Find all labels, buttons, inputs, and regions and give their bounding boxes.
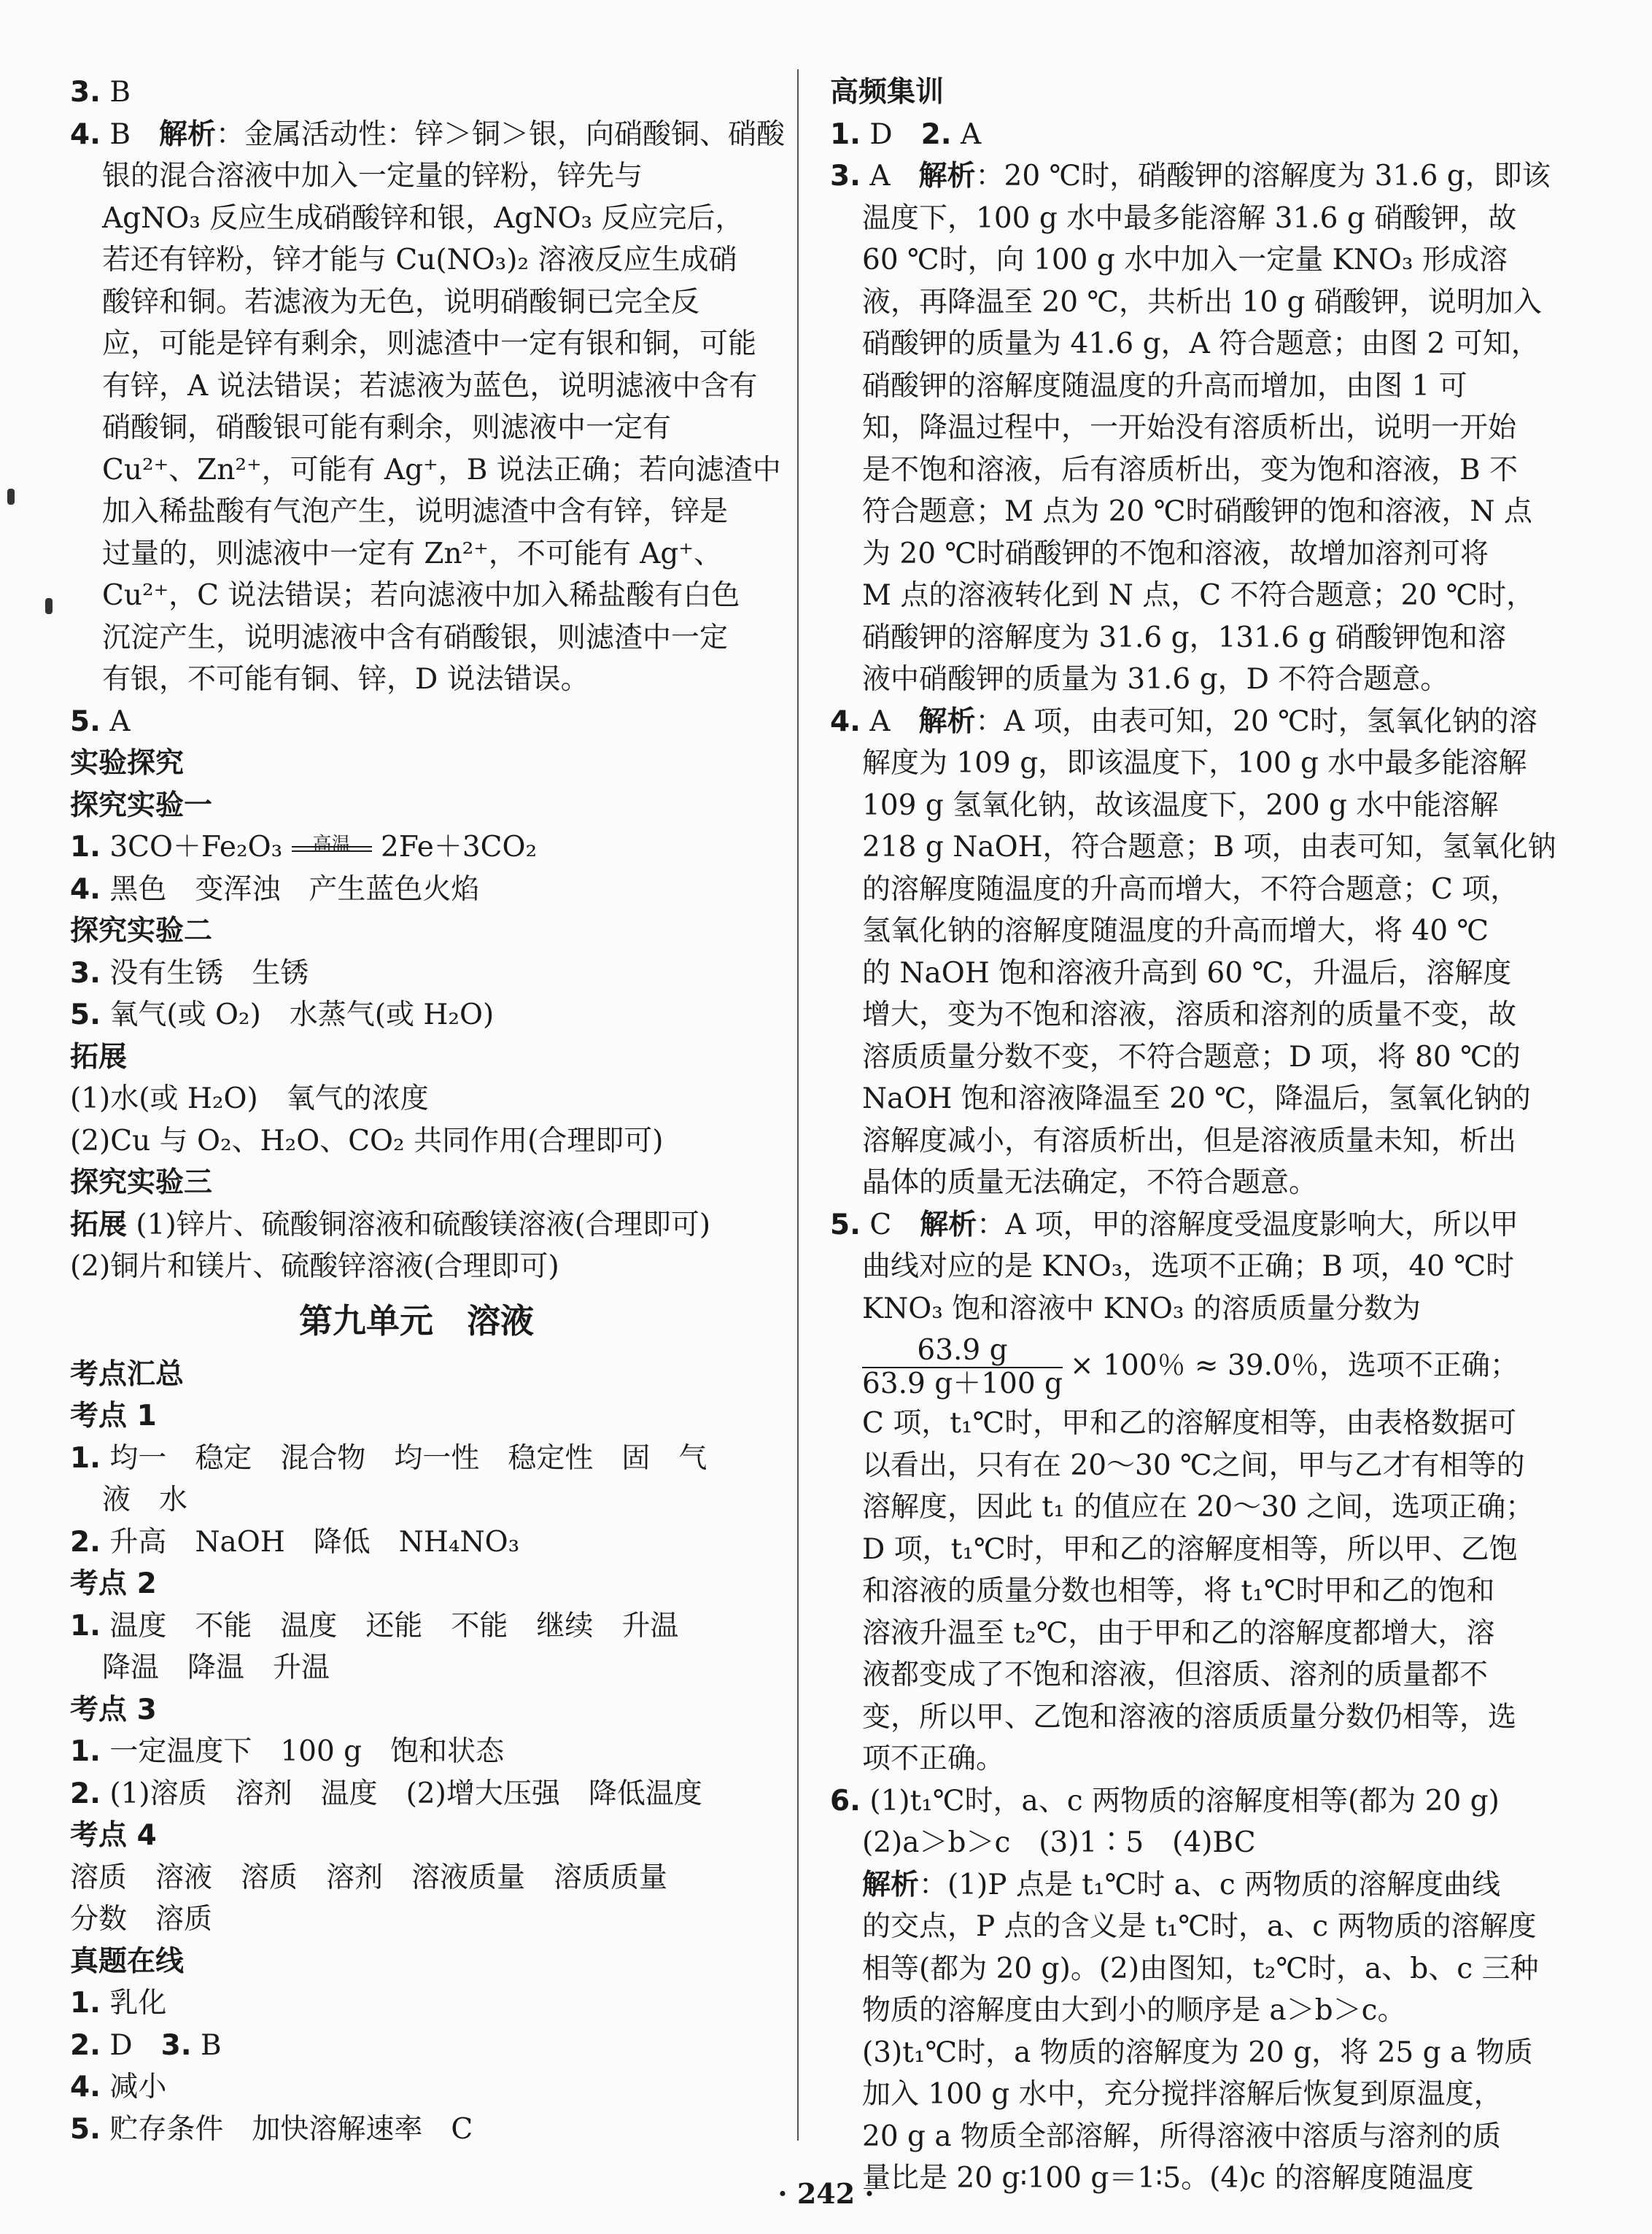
text-line — [70, 239, 763, 282]
text-run: 218 g NaOH，符合题意；B 项，由表可知，氢氧化钠 — [862, 831, 1556, 864]
text-line — [830, 1288, 1530, 1330]
text-run: 银的混合溶液中加入一定量的锌粉，锌先与 — [102, 160, 643, 193]
unit-title: 第九单元 溶液 — [299, 1300, 534, 1341]
label-bold: 5. — [830, 1208, 861, 1241]
text-line — [830, 1613, 1530, 1655]
text-run: A — [860, 705, 919, 738]
text-run: 和溶液的质量分数也相等，将 t₁℃时甲和乙的饱和 — [862, 1575, 1495, 1607]
text-line — [70, 198, 763, 240]
text-line — [830, 785, 1530, 827]
text-run: M 点的溶液转化到 N 点，C 不符合题意；20 ℃时， — [862, 579, 1535, 612]
text-line — [70, 491, 763, 533]
fraction-line — [830, 1330, 1530, 1403]
text-run: 应，可能是锌有剩余，则滤渣中一定有银和铜，可能 — [102, 327, 757, 360]
text-line — [70, 1479, 763, 1521]
text-run: 硝酸铜，硝酸银可能有剩余，则滤液中一定有 — [102, 411, 672, 444]
text-line — [830, 1990, 1530, 2032]
label-bold: 5. — [70, 998, 101, 1031]
label-bold: 解析 — [918, 160, 976, 193]
text-line — [830, 1078, 1530, 1120]
text-line — [830, 2116, 1530, 2158]
text-line — [830, 114, 1530, 156]
text-line — [70, 1773, 763, 1815]
text-run: 溶质 溶液 溶质 溶剂 溶液质量 溶质质量 — [70, 1861, 668, 1894]
text-run: 温度 不能 温度 还能 不能 继续 升温 — [100, 1609, 679, 1642]
text-run: 有锌，A 说法错误；若滤液为蓝色，说明滤液中含有 — [102, 369, 758, 403]
text-line — [70, 1438, 763, 1480]
right-column — [830, 71, 1556, 2200]
text-line — [830, 701, 1537, 743]
text-line — [70, 1857, 763, 1899]
text-run: ：(1)P 点是 t₁℃时 a、c 两物质的溶解度曲线 — [919, 1868, 1501, 1901]
text-run: 过量的，则滤液中一定有 Zn²⁺，不可能有 Ag⁺、 — [102, 537, 722, 570]
text-line — [70, 1982, 763, 2025]
label-bold: 4. — [70, 2071, 101, 2103]
text-run: D — [100, 2028, 161, 2062]
label-bold: 拓展 — [70, 1208, 128, 1241]
text-line — [70, 449, 781, 492]
text-run: 项不正确。 — [862, 1742, 1005, 1775]
label-bold: 4. — [70, 117, 101, 151]
text-run: ：A 项，由表可知，20 ℃时，氢氧化钠的溶 — [975, 705, 1537, 738]
text-run: 是不饱和溶液，后有溶质析出，变为饱和溶液，B 不 — [862, 453, 1519, 486]
text-line — [70, 1605, 763, 1648]
label-bold: 解析 — [159, 117, 217, 151]
text-line — [70, 953, 763, 995]
text-run: C — [860, 1208, 920, 1241]
text-run: 物质的溶解度由大到小的顺序是 a＞b＞c。 — [862, 1994, 1406, 2027]
text-line — [830, 1120, 1530, 1163]
text-run: 黑色 变浑浊 产生蓝色火焰 — [100, 872, 480, 906]
text-run: 液 水 — [102, 1483, 188, 1516]
label-bold: 3. — [160, 2028, 192, 2062]
text-line — [70, 1078, 763, 1120]
text-run: Cu²⁺，C 说法错误；若向滤液中加入稀盐酸有白色 — [102, 579, 740, 612]
text-run: Cu²⁺、Zn²⁺，可能有 Ag⁺，B 说法正确；若向滤渣中 — [102, 453, 781, 486]
text-run: A — [951, 117, 982, 151]
text-line — [830, 994, 1530, 1036]
text-run: ：A 项，甲的溶解度受温度影响大，所以甲 — [977, 1208, 1519, 1241]
text-run: (3)t₁℃时，a 物质的溶解度为 20 g，将 25 g a 物质 — [862, 2036, 1533, 2069]
text-run: (1)t₁℃时，a、c 两物质的溶解度相等(都为 20 g) — [860, 1784, 1500, 1818]
text-run: 溶质质量分数不变，不符合题意；D 项，将 80 ℃的 — [862, 1040, 1521, 1074]
text-line — [70, 1120, 763, 1163]
text-run: 液，再降温至 20 ℃，共析出 10 g 硝酸钾，说明加入 — [862, 285, 1542, 319]
text-run: A — [100, 705, 131, 738]
margin-mark — [45, 598, 53, 614]
text-line — [70, 114, 786, 156]
text-line — [830, 910, 1530, 953]
label-bold: 2. — [70, 1777, 101, 1810]
label-bold: 4. — [830, 705, 861, 738]
text-line — [830, 1696, 1530, 1739]
section-heading: 考点 4 — [70, 1819, 157, 1852]
text-line — [70, 71, 763, 114]
text-run: 的溶解度随温度的升高而增大，不符合题意；C 项， — [862, 872, 1519, 906]
text-line — [70, 407, 763, 449]
text-line — [70, 994, 763, 1036]
section-heading: 真题在线 — [70, 1944, 185, 1978]
text-run: A — [860, 160, 919, 193]
text-run: C 项，t₁℃时，甲和乙的溶解度相等，由表格数据可 — [862, 1407, 1517, 1440]
text-run: 氧气(或 O₂) 水蒸气(或 H₂O) — [100, 998, 495, 1031]
text-run: (1)溶质 溶剂 温度 (2)增大压强 降低温度 — [100, 1777, 702, 1810]
label-bold: 1. — [70, 831, 101, 864]
text-line — [830, 407, 1530, 449]
text-line — [70, 282, 763, 324]
text-line — [830, 198, 1530, 240]
text-line — [70, 2109, 763, 2151]
text-line — [830, 826, 1556, 869]
text-run: 符合题意；M 点为 20 ℃时硝酸钾的饱和溶液，N 点 — [862, 495, 1532, 528]
label-bold: 3. — [830, 160, 861, 193]
text-run: 贮存条件 加快溶解速率 C — [100, 2112, 473, 2146]
text-line — [830, 869, 1530, 911]
label-bold: 5. — [70, 2112, 101, 2146]
text-run: D 项，t₁℃时，甲和乙的溶解度相等，所以甲、乙饱 — [862, 1532, 1518, 1566]
equation-line — [70, 826, 763, 869]
text-run: B — [191, 2028, 222, 2062]
text-run: 分数 溶质 — [70, 1903, 213, 1936]
text-run: 乳化 — [100, 1987, 167, 2020]
text-run: 20 g a 物质全部溶解，所得溶液中溶质与溶剂的质 — [862, 2119, 1502, 2153]
label-bold: 解析 — [862, 1868, 920, 1901]
section-heading: 探究实验三 — [70, 1166, 213, 1199]
label-bold: 1. — [70, 1735, 101, 1768]
text-line — [830, 1204, 1530, 1246]
text-line — [70, 1647, 763, 1689]
text-run: (2)铜片和镁片、硫酸锌溶液(合理即可) — [70, 1250, 559, 1283]
text-line — [830, 1486, 1535, 1529]
section-heading: 考点汇总 — [70, 1357, 185, 1391]
text-run: 没有生锈 生锈 — [100, 956, 309, 990]
text-run: 液中硝酸钾的质量为 31.6 g，D 不符合题意。 — [862, 663, 1449, 696]
text-line — [830, 449, 1530, 492]
label-bold: 解析 — [918, 705, 976, 738]
section-heading: 探究实验二 — [70, 915, 213, 947]
text-line — [70, 155, 763, 198]
text-run: 硝酸钾的溶解度为 31.6 g，131.6 g 硝酸钾饱和溶 — [862, 621, 1507, 654]
text-line — [830, 575, 1535, 617]
text-run: 氢氧化钠的溶解度随温度的升高而增大，将 40 ℃ — [862, 915, 1489, 947]
margin-mark — [7, 489, 15, 505]
text-run: 降温 降温 升温 — [102, 1651, 330, 1684]
text-line — [830, 323, 1540, 365]
text-run: 液都变成了不饱和溶液，但溶质、溶剂的质量都不 — [862, 1659, 1489, 1691]
text-line — [830, 1529, 1530, 1571]
reaction-condition: 高温 — [312, 834, 351, 856]
text-run: 的交点，P 点的含义是 t₁℃时，a、c 两物质的溶解度 — [862, 1910, 1537, 1943]
text-line — [830, 239, 1530, 282]
label-bold: 3. — [70, 956, 101, 990]
text-line — [830, 1246, 1530, 1288]
text-line — [830, 1654, 1530, 1696]
left-column — [70, 71, 786, 2150]
text-run: 知，降温过程中，一开始没有溶质析出，说明一开始 — [862, 411, 1517, 444]
text-run: 60 ℃时，向 100 g 水中加入一定量 KNO₃ 形成溶 — [862, 244, 1508, 276]
text-run: KNO₃ 饱和溶液中 KNO₃ 的溶质质量分数为 — [862, 1292, 1421, 1325]
label-bold: 2. — [920, 117, 952, 151]
text-line — [70, 701, 763, 743]
text-line — [830, 491, 1530, 533]
text-run: 一定温度下 100 g 饱和状态 — [100, 1735, 505, 1768]
text-line — [830, 365, 1530, 408]
text-run: 晶体的质量无法确定，不符合题意。 — [862, 1166, 1318, 1199]
text-line — [830, 282, 1542, 324]
text-line — [830, 1162, 1530, 1204]
text-line — [70, 533, 763, 575]
text-run: ：20 ℃时，硝酸钾的溶解度为 31.6 g，即该 — [975, 160, 1551, 193]
label-bold: 1. — [70, 1987, 101, 2020]
text-run: 溶解度减小，有溶质析出，但是溶液质量未知，析出 — [862, 1124, 1517, 1157]
text-line — [70, 1521, 763, 1564]
fraction-denominator: 63.9 g＋100 g — [862, 1368, 1063, 1400]
fraction-numerator: 63.9 g — [862, 1335, 1063, 1368]
text-line — [830, 1403, 1530, 1445]
section-heading: 探究实验一 — [70, 788, 213, 822]
section-heading: 高频集训 — [830, 76, 945, 109]
text-run: (2)a＞b＞c (3)1∶5 (4)BC — [862, 1826, 1256, 1859]
section-heading: 实验探究 — [70, 747, 185, 780]
text-line — [830, 1036, 1530, 1079]
text-run: 溶液升温至 t₂℃，由于甲和乙的溶解度都增大，溶 — [862, 1616, 1495, 1650]
text-run: 曲线对应的是 KNO₃，选项不正确；B 项，40 ℃时 — [862, 1250, 1514, 1283]
text-line — [830, 953, 1530, 995]
text-run: 溶解度，因此 t₁ 的值应在 20～30 之间，选项正确； — [862, 1491, 1535, 1524]
text-run: 变，所以甲、乙饱和溶液的溶质质量分数仍相等，选 — [862, 1700, 1517, 1734]
text-line — [70, 1246, 763, 1288]
text-line — [70, 1204, 763, 1246]
text-run: 硝酸钾的溶解度随温度的升高而增加，由图 1 可 — [862, 369, 1467, 403]
text-line — [830, 617, 1530, 659]
text-line — [830, 155, 1551, 198]
text-line — [830, 659, 1530, 701]
label-bold: 1. — [70, 1441, 101, 1475]
text-line — [830, 1570, 1530, 1613]
section-heading: 考点 2 — [70, 1567, 157, 1600]
text-run: 3CO＋Fe₂O₃ — [100, 831, 292, 864]
text-line — [70, 365, 763, 408]
text-run: (1)锌片、硫酸铜溶液和硫酸镁溶液(合理即可) — [127, 1208, 711, 1241]
text-run: 109 g 氢氧化钠，故该温度下，200 g 水中能溶解 — [862, 788, 1499, 822]
text-run: 减小 — [100, 2071, 167, 2103]
text-line — [70, 659, 763, 701]
fraction-tail: × 100％ ≈ 39.0％，选项不正确； — [1070, 1349, 1519, 1382]
text-line — [830, 1948, 1539, 1990]
label-bold: 1. — [830, 117, 861, 151]
text-line — [830, 1445, 1530, 1487]
text-run: 温度下，100 g 水中最多能溶解 31.6 g 硝酸钾，故 — [862, 201, 1517, 235]
text-run: 硝酸钾的质量为 41.6 g，A 符合题意；由图 2 可知， — [862, 327, 1540, 360]
column-divider — [797, 69, 799, 2141]
text-line — [70, 323, 763, 365]
text-run: NaOH 饱和溶液降温至 20 ℃，降温后，氢氧化钠的 — [862, 1082, 1531, 1115]
text-run: 升高 NaOH 降低 NH₄NO₃ — [100, 1525, 520, 1559]
text-line — [830, 533, 1530, 575]
text-run: ：金属活动性：锌＞铜＞银，向硝酸铜、硝酸 — [216, 117, 786, 151]
text-run: 加入 100 g 水中，充分搅拌溶解后恢复到原温度， — [862, 2078, 1502, 2111]
label-bold: 3. — [70, 76, 101, 109]
text-run: B — [100, 76, 131, 109]
text-run: (2)Cu 与 O₂、H₂O、CO₂ 共同作用(合理即可) — [70, 1124, 664, 1157]
text-run: 均一 稳定 混合物 均一性 稳定性 固 气 — [100, 1441, 707, 1475]
text-run: 相等(都为 20 g)。(2)由图知，t₂℃时，a、b、c 三种 — [862, 1952, 1539, 1985]
text-run: 沉淀产生，说明滤液中含有硝酸银，则滤渣中一定 — [102, 621, 729, 654]
text-run: 为 20 ℃时硝酸钾的不饱和溶液，故增加溶剂可将 — [862, 537, 1489, 570]
label-bold: 6. — [830, 1784, 861, 1818]
text-run: 解度为 109 g，即该温度下，100 g 水中最多能溶解 — [862, 747, 1527, 780]
text-run: 有银，不可能有铜、锌，D 说法错误。 — [102, 663, 589, 696]
text-line — [830, 1864, 1530, 1907]
text-line — [830, 2032, 1533, 2074]
text-line — [70, 2066, 763, 2109]
text-line — [830, 1906, 1537, 1948]
text-line — [70, 1898, 763, 1941]
label-bold: 解析 — [920, 1208, 977, 1241]
section-heading: 考点 3 — [70, 1693, 157, 1726]
text-run: 以看出，只有在 20～30 ℃之间，甲与乙才有相等的 — [862, 1448, 1525, 1482]
text-line — [70, 1731, 763, 1773]
text-line — [830, 1738, 1530, 1780]
fraction — [862, 1335, 1063, 1400]
label-bold: 4. — [70, 872, 101, 906]
text-run: D — [860, 117, 921, 151]
text-run: 若还有锌粉，锌才能与 Cu(NO₃)₂ 溶液反应生成硝 — [102, 244, 737, 276]
text-line — [830, 2074, 1530, 2116]
section-heading: 拓展 — [70, 1040, 128, 1074]
text-run: AgNO₃ 反应生成硝酸锌和银，AgNO₃ 反应完后， — [102, 201, 744, 235]
text-run: 量比是 20 g∶100 g＝1∶5。(4)c 的溶解度随温度 — [862, 2162, 1474, 2195]
label-bold: 5. — [70, 705, 101, 738]
text-line — [830, 1780, 1530, 1823]
section-heading: 考点 1 — [70, 1400, 157, 1432]
text-line — [70, 2025, 763, 2067]
text-line — [70, 869, 763, 911]
reaction-products: 2Fe＋3CO₂ — [371, 831, 538, 864]
text-line — [70, 617, 763, 659]
text-line — [70, 575, 763, 617]
text-run: 增大，变为不饱和溶液，溶质和溶剂的质量不变，故 — [862, 998, 1517, 1031]
label-bold: 1. — [70, 1609, 101, 1642]
text-run: 酸锌和铜。若滤液为无色，说明硝酸铜已完全反 — [102, 285, 700, 319]
text-line — [830, 742, 1530, 785]
text-line — [830, 1822, 1530, 1864]
page-number: · 242 · — [777, 2177, 875, 2210]
text-run: 加入稀盐酸有气泡产生，说明滤渣中含有锌，锌是 — [102, 495, 729, 528]
label-bold: 2. — [70, 2028, 101, 2062]
text-run: 的 NaOH 饱和溶液升高到 60 ℃，升温后，溶解度 — [862, 956, 1512, 990]
text-run: (1)水(或 H₂O) 氧气的浓度 — [70, 1082, 429, 1115]
text-run: B — [100, 117, 160, 151]
label-bold: 2. — [70, 1525, 101, 1559]
